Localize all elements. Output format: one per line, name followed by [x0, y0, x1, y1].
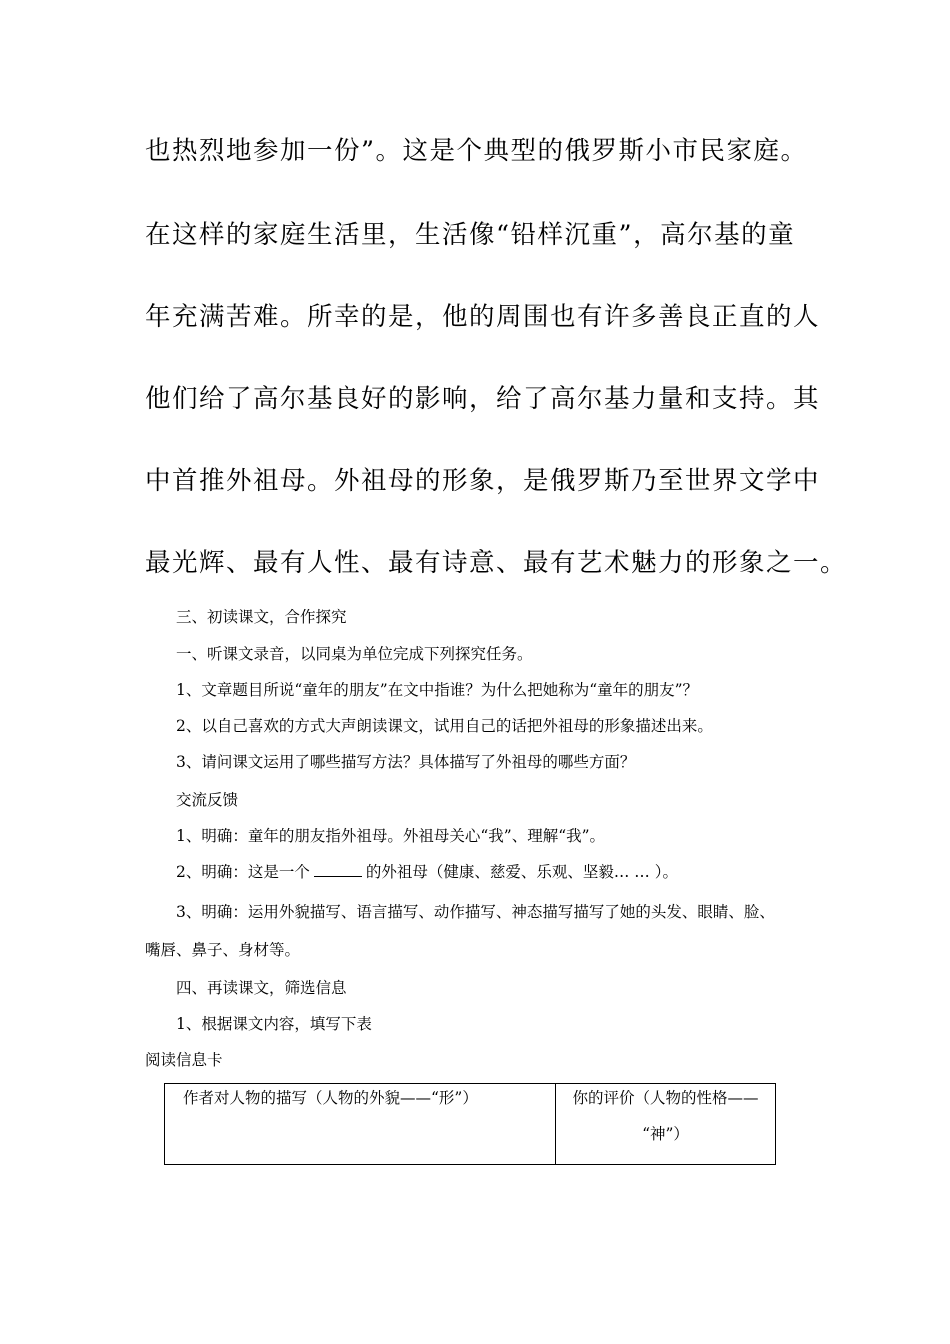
section4-heading: 四、再读课文，筛选信息: [176, 979, 347, 997]
col2-header-line1: 你的评价（人物的性格——: [572, 1089, 759, 1107]
answer-3-line2: 嘴唇、鼻子、身材等。: [145, 941, 301, 959]
paragraph-line: 他们给了高尔基良好的影响，给了高尔基力量和支持。其: [145, 384, 821, 414]
question-2: 2、以自己喜欢的方式大声朗读课文，试用自己的话把外祖母的形象描述出来。: [176, 717, 713, 735]
paragraph-line: 年充满苦难。所幸的是，他的周围也有许多善良正直的人: [145, 302, 821, 332]
answer-2-suffix: 的外祖母（健康、慈爱、乐观、坚毅… … ）。: [365, 863, 678, 881]
card-title: 阅读信息卡: [145, 1051, 223, 1069]
section3-heading: 三、初读课文，合作探究: [176, 608, 347, 626]
reading-info-card-table: [164, 1083, 776, 1165]
answer-1: 1、明确：童年的朋友指外祖母。外祖母关心“我”、理解“我”。: [176, 827, 606, 845]
paragraph-line: 也热烈地参加一份”。这是个典型的俄罗斯小市民家庭。: [145, 136, 808, 166]
answer-3-line1: 3、明确：运用外貌描写、语言描写、动作描写、神态描写描写了她的头发、眼睛、脸、: [176, 903, 775, 921]
table-row: [165, 1084, 776, 1165]
col2-header: [556, 1084, 776, 1165]
col1-header: 作者对人物的描写（人物的外貌——“形”）: [165, 1084, 556, 1165]
question-3: 3、请问课文运用了哪些描写方法？具体描写了外祖母的哪些方面？: [176, 753, 636, 771]
feedback-heading: 交流反馈: [176, 791, 239, 809]
paragraph-line: 中首推外祖母。外祖母的形象，是俄罗斯乃至世界文学中: [145, 466, 821, 496]
task-1: 1、根据课文内容，填写下表: [176, 1015, 372, 1033]
paragraph-line: 最光辉、最有人性、最有诗意、最有艺术魅力的形象之一。: [145, 548, 848, 578]
paragraph-line: 在这样的家庭生活里，生活像“铅样沉重”，高尔基的童: [145, 220, 796, 250]
fill-in-blank: [314, 862, 362, 877]
col2-header-line2: “神”）: [642, 1125, 689, 1143]
answer-2-prefix: 2、明确：这是一个: [176, 863, 310, 881]
task-intro: 一、听课文录音，以同桌为单位完成下列探究任务。: [176, 645, 533, 663]
answer-2: [176, 862, 678, 882]
question-1: 1、文章题目所说“童年的朋友”在文中指谁？为什么把她称为“童年的朋友”？: [176, 681, 699, 699]
